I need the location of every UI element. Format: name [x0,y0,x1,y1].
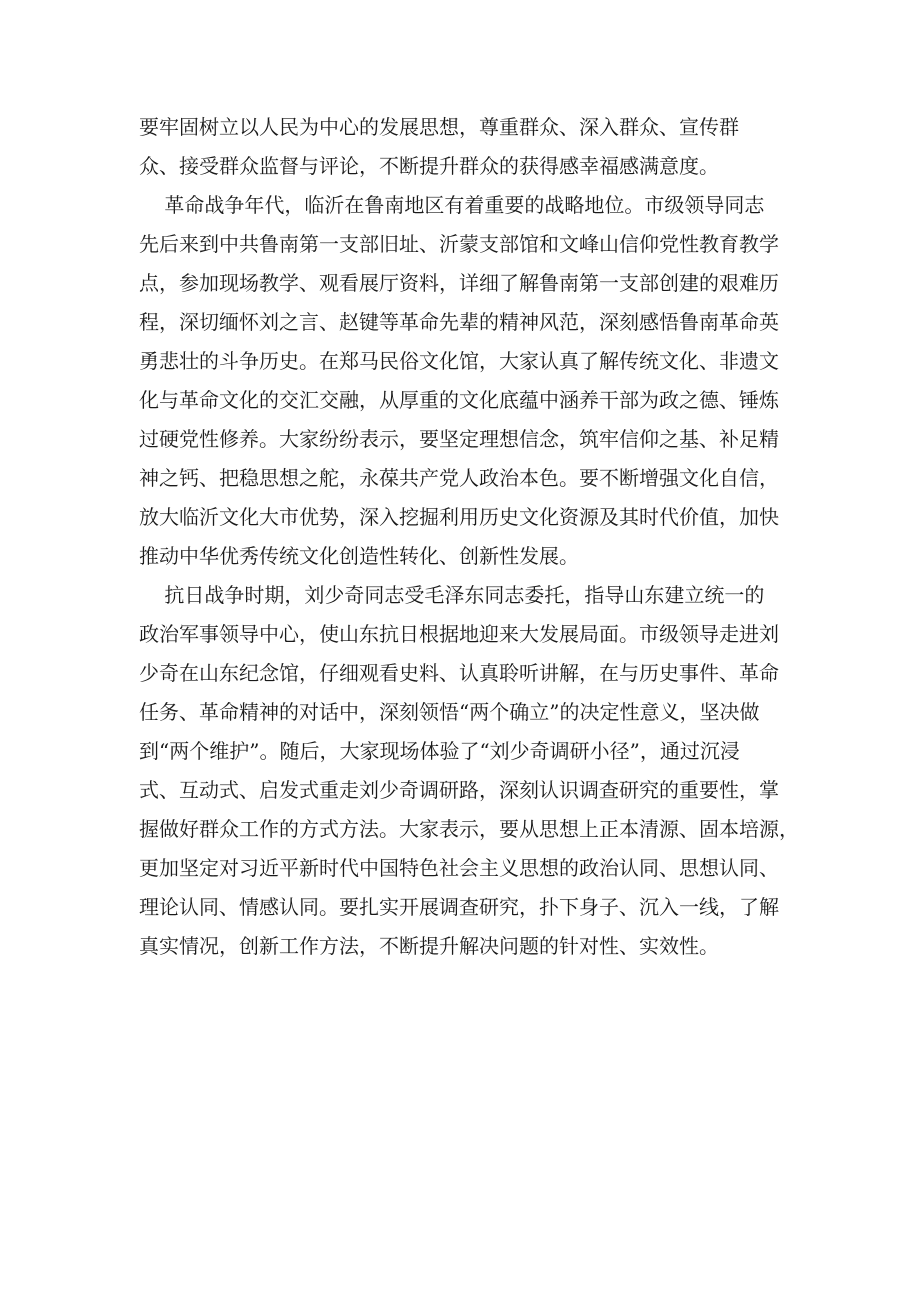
text-line: 放大临沂文化大市优势，深入挖掘利用历史文化资源及其时代价值，加快 [139,505,779,529]
text-line: 要牢固树立以人民为中心的发展思想，尊重群众、深入群众、宣传群 [139,115,739,139]
text-line: 任务、革命精神的对话中，深刻领悟“两个确立”的决定性意义，坚决做 [139,700,760,724]
text-line: 政治军事领导中心，使山东抗日根据地迎来大发展局面。市级领导走进刘 [139,622,779,646]
text-line: 过硬党性修养。大家纷纷表示，要坚定理想信念，筑牢信仰之基、补足精 [139,427,779,451]
text-line: 真实情况，创新工作方法，不断提升解决问题的针对性、实效性。 [139,934,719,958]
text-line: 推动中华优秀传统文化创造性转化、创新性发展。 [139,544,579,568]
text-line: 到“两个维护”。随后，大家现场体验了“刘少奇调研小径”，通过沉浸 [139,739,740,763]
text-line: 程，深切缅怀刘之言、赵键等革命先辈的精神风范，深刻感悟鲁南革命英 [139,310,779,334]
paragraph-first-line: 抗日战争时期，刘少奇同志受毛泽东同志委托，指导山东建立统一的 [139,583,765,607]
text-line: 式、互动式、启发式重走刘少奇调研路，深刻认识调查研究的重要性，掌 [139,778,779,802]
text-line: 神之钙、把稳思想之舵，永葆共产党人政治本色。要不断增强文化自信， [139,466,779,490]
text-line: 化与革命文化的交汇交融，从厚重的文化底蕴中涵养干部为政之德、锤炼 [139,388,779,412]
text-line: 少奇在山东纪念馆，仔细观看史料、认真聆听讲解，在与历史事件、革命 [139,661,779,685]
text-line: 握做好群众工作的方式方法。大家表示，要从思想上正本清源、固本培源， [139,817,799,841]
text-line: 先后来到中共鲁南第一支部旧址、沂蒙支部馆和文峰山信仰党性教育教学 [139,232,779,256]
text-line: 众、接受群众监督与评论，不断提升群众的获得感幸福感满意度。 [139,154,719,178]
text-line: 更加坚定对习近平新时代中国特色社会主义思想的政治认同、思想认同、 [139,856,779,880]
text-line: 理论认同、情感认同。要扎实开展调查研究，扑下身子、沉入一线，了解 [139,895,779,919]
body-text [139,108,799,966]
paragraph-first-line: 革命战争年代，临沂在鲁南地区有着重要的战略地位。市级领导同志 [139,193,765,217]
text-line: 勇悲壮的斗争历史。在郑马民俗文化馆，大家认真了解传统文化、非遗文 [139,349,779,373]
text-line: 点，参加现场教学、观看展厅资料，详细了解鲁南第一支部创建的艰难历 [139,271,779,295]
